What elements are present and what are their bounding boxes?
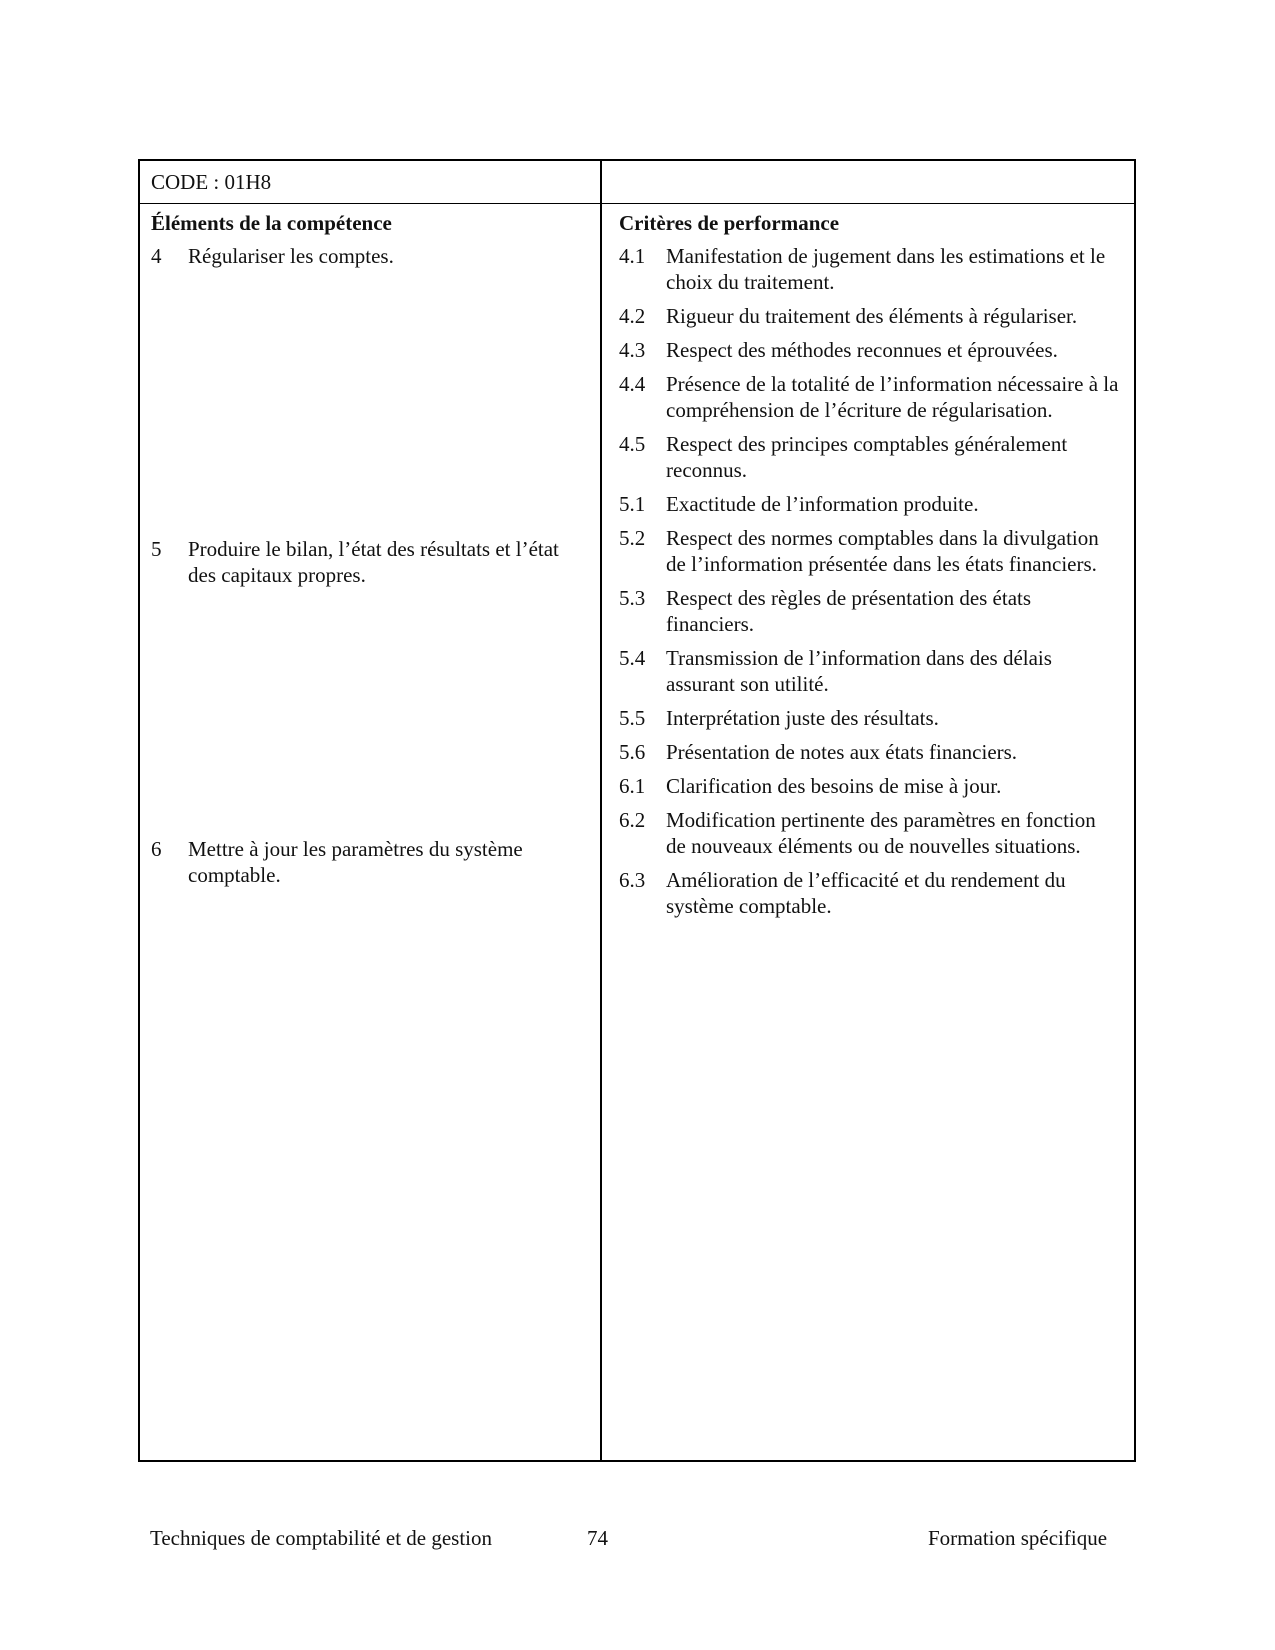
criterion-item <box>619 431 1119 483</box>
header-divider <box>140 203 1134 204</box>
criterion-item <box>619 773 1119 799</box>
criterion-number: 4.1 <box>619 244 646 268</box>
criterion-item <box>619 491 1119 517</box>
criterion-number: 6.3 <box>619 868 646 892</box>
criterion-text: Modification pertinente des paramètres en fonction de nouveaux éléments ou de nouvelles situations. <box>666 808 1096 858</box>
criterion-item <box>619 705 1119 731</box>
criterion-item <box>619 337 1119 363</box>
element-item <box>151 243 591 269</box>
element-text: Mettre à jour les paramètres du système comptable. <box>188 837 523 887</box>
elements-heading: Éléments de la compétence <box>151 211 392 235</box>
criterion-item <box>619 303 1119 329</box>
page-number: 74 <box>587 1526 608 1550</box>
element-number: 4 <box>151 244 162 268</box>
competency-table <box>138 159 1136 1462</box>
footer-program-title: Techniques de comptabilité et de gestion <box>150 1526 493 1550</box>
criterion-number: 4.2 <box>619 304 646 328</box>
criterion-item <box>619 807 1119 859</box>
criterion-item <box>619 525 1119 577</box>
criterion-number: 4.5 <box>619 432 646 456</box>
criteria-heading: Critères de performance <box>619 211 840 235</box>
criterion-text: Présence de la totalité de l’information nécessaire à la compréhension de l’écriture de régularisation. <box>666 372 1119 422</box>
criterion-number: 4.4 <box>619 372 646 396</box>
element-number: 6 <box>151 837 162 861</box>
criterion-text: Respect des règles de présentation des états financiers. <box>666 586 1032 636</box>
element-number: 5 <box>151 537 162 561</box>
criterion-text: Interprétation juste des résultats. <box>666 706 939 730</box>
criterion-item <box>619 645 1119 697</box>
criterion-number: 6.1 <box>619 774 646 798</box>
criterion-number: 6.2 <box>619 808 646 832</box>
criterion-item <box>619 243 1119 295</box>
criterion-number: 5.4 <box>619 646 646 670</box>
element-item <box>151 836 591 888</box>
element-item <box>151 536 591 588</box>
column-divider <box>600 161 602 1460</box>
criterion-text: Clarification des besoins de mise à jour. <box>666 774 1002 798</box>
course-code: CODE : 01H8 <box>151 170 272 194</box>
criterion-item <box>619 867 1119 919</box>
criterion-number: 5.2 <box>619 526 646 550</box>
criterion-number: 4.3 <box>619 338 646 362</box>
criterion-number: 5.3 <box>619 586 646 610</box>
criterion-number: 5.6 <box>619 740 646 764</box>
criterion-text: Respect des principes comptables généralement reconnus. <box>666 432 1068 482</box>
criterion-text: Respect des méthodes reconnues et éprouvées. <box>666 338 1058 362</box>
criterion-item <box>619 585 1119 637</box>
criterion-text: Manifestation de jugement dans les estimations et le choix du traitement. <box>666 244 1106 294</box>
criterion-text: Rigueur du traitement des éléments à régulariser. <box>666 304 1078 328</box>
footer-section-title: Formation spécifique <box>928 1526 1108 1550</box>
criterion-item <box>619 371 1119 423</box>
criterion-text: Exactitude de l’information produite. <box>666 492 979 516</box>
criterion-item <box>619 739 1119 765</box>
criterion-number: 5.1 <box>619 492 646 516</box>
criterion-text: Respect des normes comptables dans la divulgation de l’information présentée dans les états financiers. <box>666 526 1099 576</box>
element-text: Régulariser les comptes. <box>188 244 394 268</box>
criteria-list <box>619 243 1119 927</box>
criterion-number: 5.5 <box>619 706 646 730</box>
element-text: Produire le bilan, l’état des résultats et l’état des capitaux propres. <box>188 537 559 587</box>
criterion-text: Transmission de l’information dans des délais assurant son utilité. <box>666 646 1052 696</box>
criterion-text: Amélioration de l’efficacité et du rendement du système comptable. <box>666 868 1066 918</box>
criterion-text: Présentation de notes aux états financiers. <box>666 740 1018 764</box>
